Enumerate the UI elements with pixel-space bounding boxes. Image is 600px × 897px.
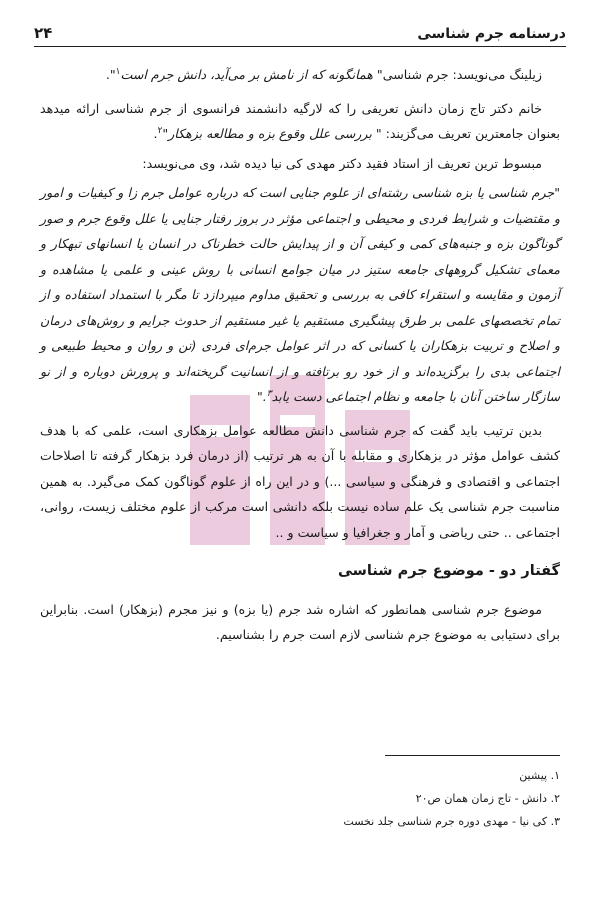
page-body — [40, 62, 560, 648]
footnote-ref-3: ۳ — [266, 388, 272, 399]
footnote-ref-1: ۱ — [115, 66, 121, 77]
section-heading: گفتار دو - موضوع جرم شناسی — [337, 563, 560, 579]
footnotes — [40, 764, 560, 833]
paragraph-2: خانم دکتر تاج زمان دانش تعریفی را که لارگیه دانشمند فرانسوی از جرم شناسی ارائه میدهد بعنوان جامعترین تعریف می‌گزیند: " بررسی علل وقوع بزه و مطالعه بزهکار"$^۲$. — [40, 100, 560, 141]
page-header — [34, 18, 566, 47]
footnote-separator — [385, 755, 560, 756]
footnote-3: ۳. کی نیا - مهدی دوره جرم شناسی جلد نخست — [343, 815, 560, 828]
footnote-1: ۱. پیشین — [519, 769, 560, 782]
block-quote: "جرم شناسی یا بزه شناسی رشته‌ای از علوم جنایی است که درباره عوامل جرم زا و کیفیات و امور و مقتضیات و شرایط فردی و محیطی و اجتماعی مؤثر در بروز رفتار جنایی یا علل وقوع جرم و صور گوناگون بزه و جنبه‌های کمی و کیفی آن و از پیدایش حالت خطرناک در انسان یا انسانهای تبهکار و معمای تشکیل گروههای جامعه ستیز در میان جوامع انسانی با روش عینی و علمی یا مشاهده و آزمون و مقایسه و استقراء کافی به بررسی و تحقیق مداوم میپردازد تا مگر با استمداد استفاده و از تمام تخصصهای علمی بر طرق پیشگیری مستقیم یا غیر مستقیم از حدوث جرایم و روش‌های درمان و اصلاح و تربیت بزهکاران یا کسانی که در اثر عوامل جرم‌ای فردی (تن و روان و محیط طبیعی و اجتماعی بدی را برگزیده‌اند و از خود رو برتافته و از انسانیت گریخته‌اند و پرورش دوباره و از نو سازگار ساختن آنان با جامعه و نظام اجتماعی دست یابد$^۳$." — [40, 185, 560, 404]
paragraph-4: بدین ترتیب باید گفت که جرم شناسی دانش مطالعه عوامل بزهکاری است، علمی که با هدف کشف عوامل مؤثر در بزهکاری و مقابله با آن به هر ترتیب (از درمان فرد بزهکار گرفته تا اصلاحات اجتماعی و اقتصادی و فرهنگی و سیاسی ...) و در این راه از علوم گوناگون کمک می‌گیرد. به همین مناسبت جرم شناسی یک علم ساده نیست بلکه دانشی است مرکب از علوم مختلف زیست، روانی، اجتماعی .. حتی ریاضی و آمار و جغرافیا و سیاست و .. — [40, 422, 560, 540]
footnote-2: ۲. دانش - تاج زمان همان ص۲۰ — [415, 792, 560, 805]
footnote-ref-2: ۲ — [157, 125, 163, 136]
section-paragraph-1: موضوع جرم شناسی همانطور که اشاره شد جرم (یا بزه) و نیز مجرم (بزهکار) است. بنابراین برای دستیابی به موضوع جرم شناسی لازم است جرم را بشناسیم. — [40, 601, 560, 642]
paragraph-3: مبسوط ترین تعریف از استاد فقید دکتر مهدی کی نیا دیده شد، وی می‌نویسد: — [142, 155, 542, 171]
page-number: ۲۴ — [34, 24, 53, 42]
running-title: درسنامه جرم شناسی — [417, 26, 566, 42]
paragraph-1: زیلینگ می‌نویسد: جرم شناسی" همانگونه که از نامش بر می‌آید، دانش جرم است$^۱$". — [105, 66, 542, 82]
